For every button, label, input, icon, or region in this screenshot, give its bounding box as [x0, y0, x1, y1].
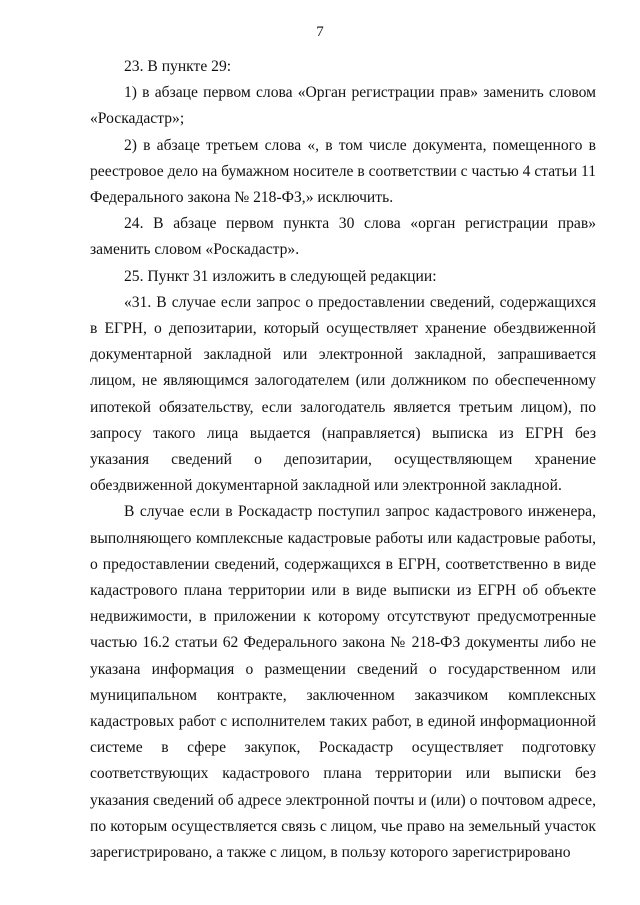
paragraph-item-25: 25. Пункт 31 изложить в следующей редакции: — [124, 267, 437, 285]
paragraph-point-31: «31. В случае если запрос о предоставлении сведений, содержащихся в ЕГРН, о депозитарии, который осуществляет хранение обездвиженной документарной закладной или электронной закладной, запрашивается лицом, не являющимся залогодателем (или должником по обеспеченному ипотекой обязательству, если залогодатель является третьим лицом), по запросу такого лица выдается (направляется) выписка из ЕГРН без указания сведений о депозитарии, осуществляющем хранение обездвиженной документарной закладной или электронной закладной. — [90, 293, 596, 495]
document-body — [90, 54, 596, 866]
paragraph-subitem-2: 2) в абзаце третьем слова «, в том числе документа, помещенного в реестровое дело на бумажном носителе в соответствии с частью 4 статьи 11 Федерального закона № 218-ФЗ,» исключить. — [90, 136, 596, 207]
paragraph-cadastral-request: В случае если в Роскадастр поступил запрос кадастрового инженера, выполняющего комплексные кадастровые работы или кадастровые работы, о предоставлении сведений, содержащихся в ЕГРН, соответственно в виде кадастрового плана территории или в виде выписки из ЕГРН об объекте недвижимости, в приложении к которому отсутствуют предусмотренные частью 16.2 статьи 62 Федерального закона № 218-ФЗ документы либо не указана информация о размещении сведений о государственном или муниципальном контракте, заключенном заказчиком комплексных кадастровых работ с исполнителем таких работ, в единой информационной системе в сфере закупок, Роскадастр осуществляет подготовку соответствующих кадастрового плана территории или выписки без указания сведений об адресе электронной почты и (или) о почтовом адресе, по которым осуществляется связь с лицом, чье право на земельный участок зарегистрировано, а также с лицом, в пользу которого зарегистрировано — [90, 503, 596, 862]
page-number: 7 — [316, 24, 324, 40]
paragraph-item-23: 23. В пункте 29: — [124, 58, 232, 75]
paragraph-subitem-1: 1) в абзаце первом слова «Орган регистрации прав» заменить словом «Роскадастр»; — [90, 84, 596, 128]
paragraph-item-24: 24. В абзаце первом пункта 30 слова «орган регистрации прав» заменить словом «Роскадастр». — [90, 215, 596, 259]
